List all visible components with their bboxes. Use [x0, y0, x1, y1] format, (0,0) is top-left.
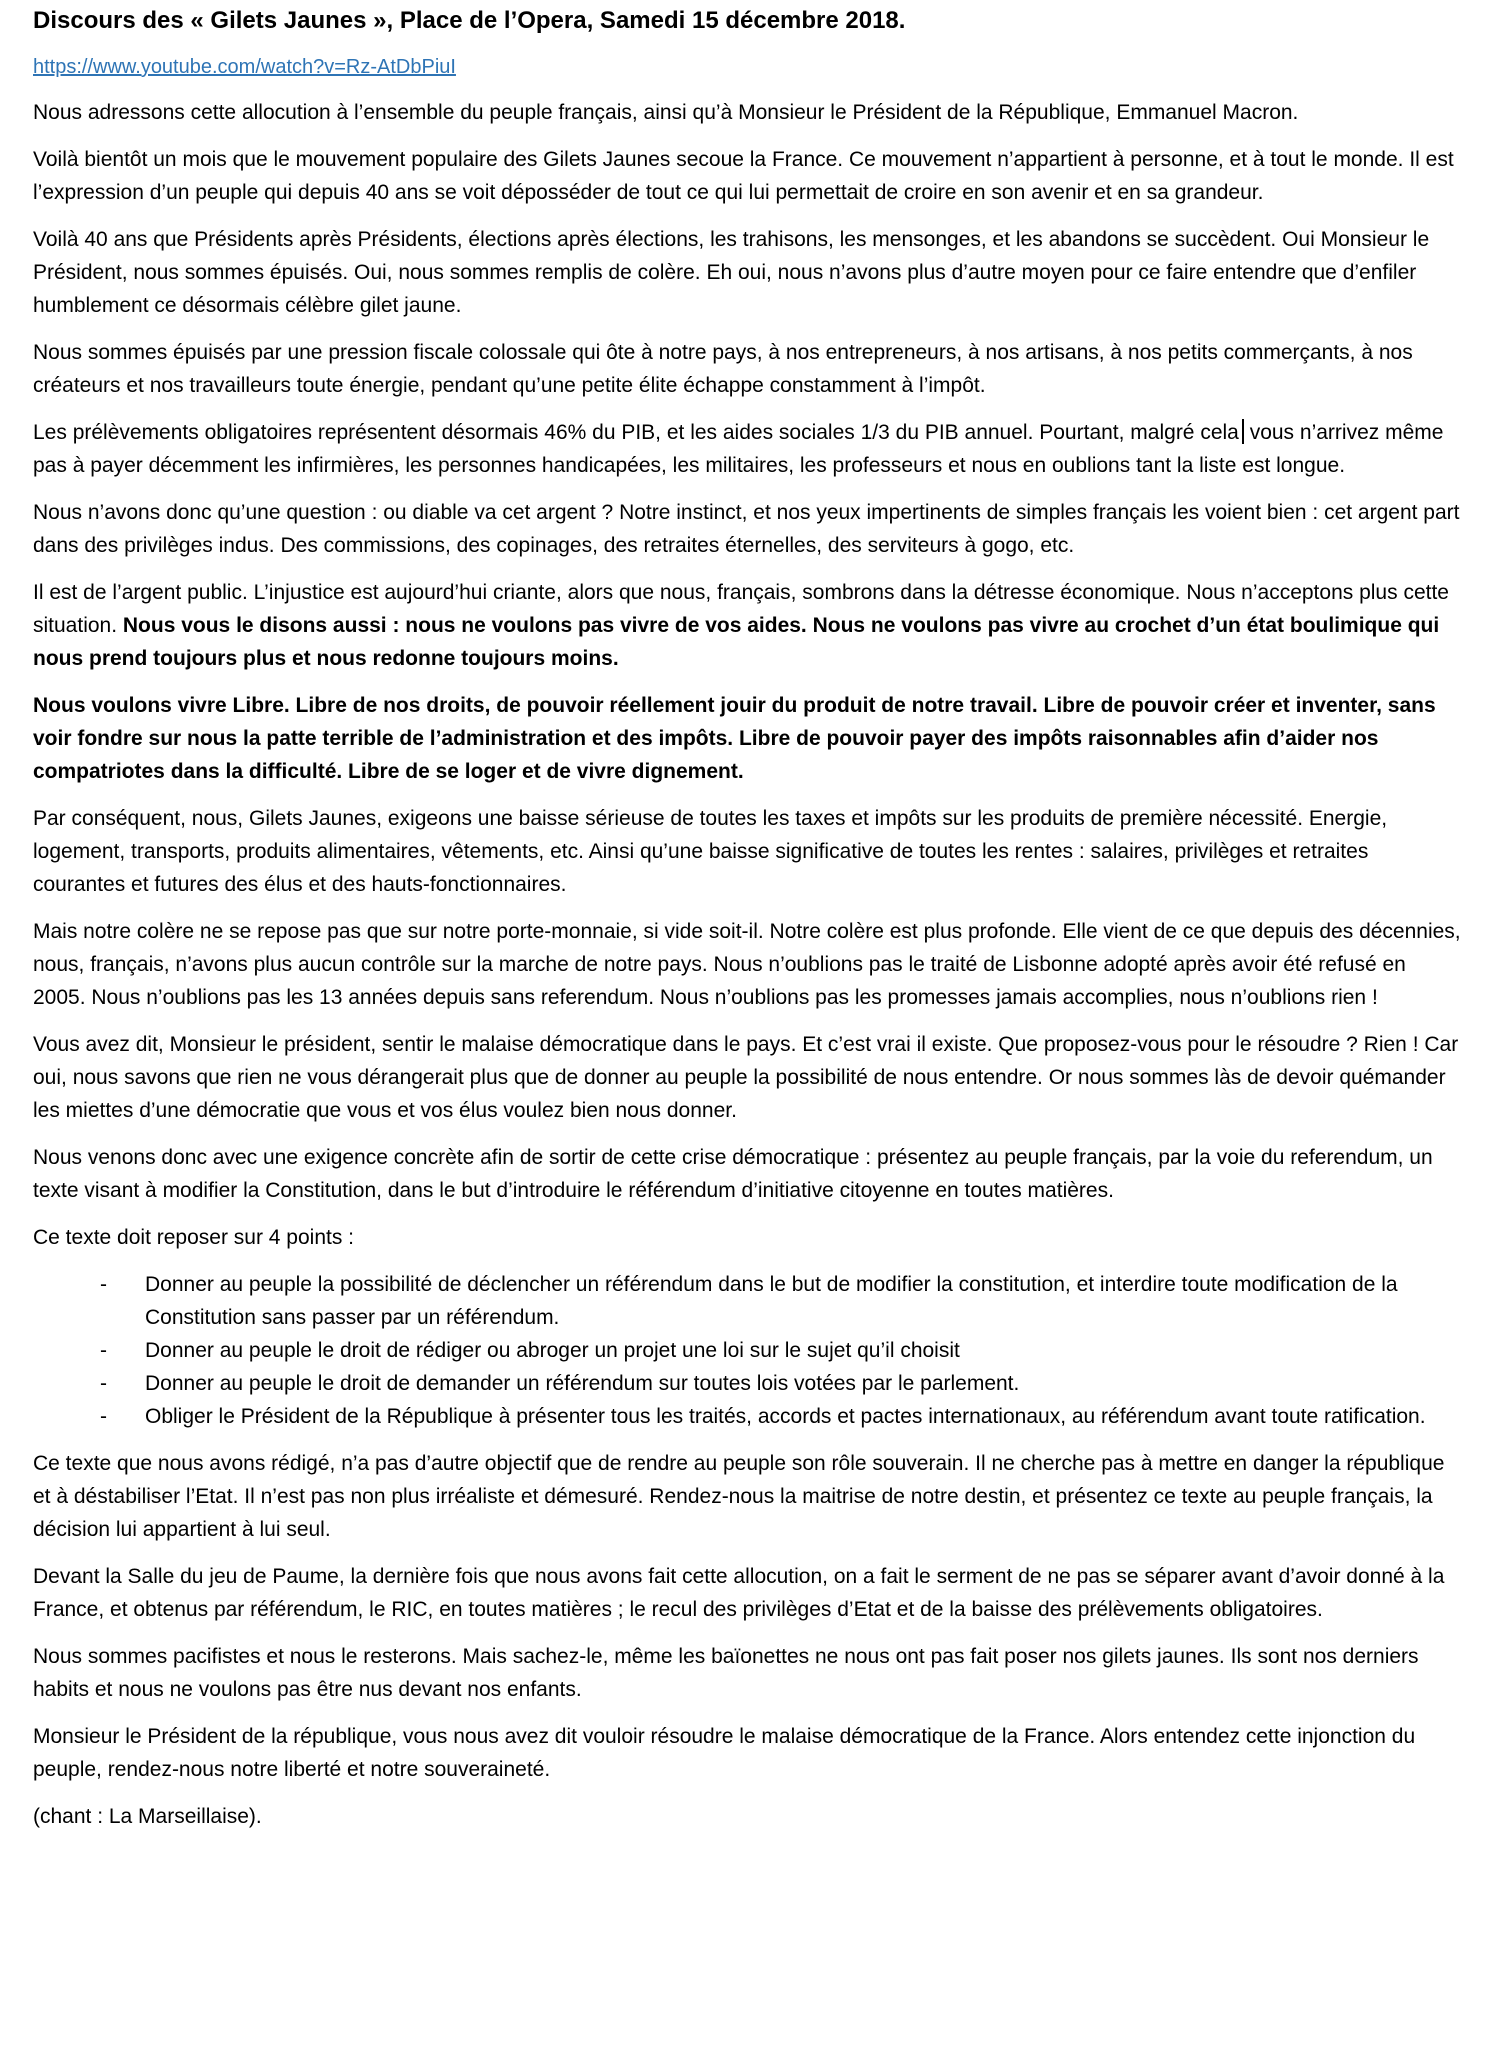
paragraph [33, 1720, 1461, 1786]
dash-marker: - [100, 1405, 107, 1428]
list-item [33, 1367, 1461, 1400]
text-run: vous n’arrivez même pas à payer décemment les infirmières, les personnes handicapées, les militaires, les professeurs et nous en oublions tant la liste est longue. [33, 421, 1444, 477]
bold-text-run: Nous vous le disons aussi : nous ne voulons pas vivre de vos aides. Nous ne voulons pas vivre au crochet d’un état boulimique qui nous prend toujours plus et nous redonne toujours moins. [33, 614, 1440, 670]
paragraph [33, 1141, 1461, 1207]
document-body [33, 96, 1461, 1833]
dash-marker: - [100, 1273, 107, 1296]
paragraph [33, 96, 1461, 129]
text-run: Nous sommes épuisés par une pression fiscale colossale qui ôte à notre pays, à nos entrepreneurs, à nos artisans, à nos petits commerçants, à nos créateurs et nos travailleurs toute énergie, pendant qu’une petite élite échappe constamment à l’impôt. [33, 341, 1413, 397]
list-item-text: Donner au peuple le droit de demander un référendum sur toutes lois votées par le parlement. [145, 1372, 1020, 1395]
paragraph [33, 223, 1461, 322]
link-row [33, 52, 1461, 84]
text-run: Nous adressons cette allocution à l’ensemble du peuple français, ainsi qu’à Monsieur le Président de la République, Emmanuel Macron. [33, 101, 1299, 124]
text-run: Monsieur le Président de la république, vous nous avez dit vouloir résoudre le malaise démocratique de la France. Alors entendez cette injonction du peuple, rendez-nous notre liberté et notre souveraineté. [33, 1725, 1416, 1781]
list-item [33, 1334, 1461, 1367]
paragraph [33, 416, 1461, 482]
paragraph [33, 336, 1461, 402]
paragraph [33, 496, 1461, 562]
text-run: Les prélèvements obligatoires représentent désormais 46% du PIB, et les aides sociales 1/3 du PIB annuel. Pourtant, malgré cela [33, 421, 1239, 444]
text-run: Ce texte que nous avons rédigé, n’a pas d’autre objectif que de rendre au peuple son rôle souverain. Il ne cherche pas à mettre en danger la république et à déstabiliser l’Etat. Il n’est pas non plus irréaliste et démesuré. Rendez-nous la maitrise de notre destin, et présentez ce texte au peuple français, la décision lui appartient à lui seul. [33, 1452, 1445, 1541]
text-run: Devant la Salle du jeu de Paume, la dernière fois que nous avons fait cette allocution, on a fait le serment de ne pas se séparer avant d’avoir donné à la France, et obtenus par référendum, le RIC, en toutes matières ; le recul des privilèges d’Etat et de la baisse des prélèvements obligatoires. [33, 1565, 1445, 1621]
bold-text-run: Nous voulons vivre Libre. Libre de nos droits, de pouvoir réellement jouir du produit de notre travail. Libre de pouvoir créer et inventer, sans voir fondre sur nous la patte terrible de l’administration et des impôts. Libre de pouvoir payer des impôts raisonnables afin d’aider nos compatriotes dans la difficulté. Libre de se loger et de vivre dignement. [33, 694, 1436, 783]
list-item-text: Donner au peuple le droit de rédiger ou abroger un projet une loi sur le sujet qu’il choisit [145, 1339, 960, 1362]
text-run: Nous sommes pacifistes et nous le resterons. Mais sachez-le, même les baïonettes ne nous ont pas fait poser nos gilets jaunes. Ils sont nos derniers habits et nous ne voulons pas être nus devant nos enfants. [33, 1645, 1419, 1701]
paragraph [33, 915, 1461, 1014]
paragraph [33, 576, 1461, 675]
paragraph [33, 1800, 1461, 1833]
document-title: Discours des « Gilets Jaunes », Place de l’Opera, Samedi 15 décembre 2018. [33, 7, 906, 34]
text-run: (chant : La Marseillaise). [33, 1805, 262, 1828]
list-item-text: Donner au peuple la possibilité de déclencher un référendum dans le but de modifier la constitution, et interdire toute modification de la Constitution sans passer par un référendum. [145, 1273, 1398, 1329]
paragraph [33, 802, 1461, 901]
paragraph [33, 1028, 1461, 1127]
paragraph [33, 689, 1461, 788]
text-run: Vous avez dit, Monsieur le président, sentir le malaise démocratique dans le pays. Et c’est vrai il existe. Que proposez-vous pour le résoudre ? Rien ! Car oui, nous savons que rien ne vous dérangerait plus que de donner au peuple la possibilité de nous entendre. Or nous sommes làs de devoir quémander les miettes d’une démocratie que vous et vos élus voulez bien nous donner. [33, 1033, 1459, 1122]
list-item-text: Obliger le Président de la République à présenter tous les traités, accords et pactes internationaux, au référendum avant toute ratification. [145, 1405, 1426, 1428]
paragraph [33, 1221, 1461, 1254]
youtube-link[interactable]: https://www.youtube.com/watch?v=Rz-AtDbPiuI [33, 56, 456, 78]
text-run: Il est de l’argent public. L’injustice est aujourd’hui criante, alors que nous, français, sombrons dans la détresse économique. Nous n’acceptons plus cette situation. [33, 581, 1449, 637]
text-run: Nous venons donc avec une exigence concrète afin de sortir de cette crise démocratique : présentez au peuple français, par la voie du referendum, un texte visant à modifier la Constitution, dans le but d’introduire le référendum d’initiative citoyenne en toutes matières. [33, 1146, 1433, 1202]
text-run: Voilà 40 ans que Présidents après Présidents, élections après élections, les trahisons, les mensonges, et les abandons se succèdent. Oui Monsieur le Président, nous sommes épuisés. Oui, nous sommes remplis de colère. Eh oui, nous n’avons plus d’autre moyen pour ce faire entendre que d’enfiler humblement ce désormais célèbre gilet jaune. [33, 228, 1430, 317]
text-run: Par conséquent, nous, Gilets Jaunes, exigeons une baisse sérieuse de toutes les taxes et impôts sur les produits de première nécessité. Energie, logement, transports, produits alimentaires, vêtements, etc. Ainsi qu’une baisse significative de toutes les rentes : salaires, privilèges et retraites courantes et futures des élus et des hauts-fonctionnaires. [33, 807, 1388, 896]
text-run: Nous n’avons donc qu’une question : ou diable va cet argent ? Notre instinct, et nos yeux impertinents de simples français les voient bien : cet argent part dans des privilèges indus. Des commissions, des copinages, des retraites éternelles, des serviteurs à gogo, etc. [33, 501, 1460, 557]
paragraph [33, 1560, 1461, 1626]
paragraph [33, 143, 1461, 209]
text-run: Voilà bientôt un mois que le mouvement populaire des Gilets Jaunes secoue la France. Ce mouvement n’appartient à personne, et à tout le monde. Il est l’expression d’un peuple qui depuis 40 ans se voit déposséder de tout ce qui lui permettait de croire en son avenir et en sa grandeur. [33, 148, 1454, 204]
dash-marker: - [100, 1339, 107, 1362]
paragraph [33, 1447, 1461, 1546]
text-run: Mais notre colère ne se repose pas que sur notre porte-monnaie, si vide soit-il. Notre colère est plus profonde. Elle vient de ce que depuis des décennies, nous, français, n’avons plus aucun contrôle sur la marche de notre pays. Nous n’oublions pas le traité de Lisbonne adopté après avoir été refusé en 2005. Nous n’oublions pas les 13 années depuis sans referendum. Nous n’oublions pas les promesses jamais accomplies, nous n’oublions rien ! [33, 920, 1461, 1009]
bullet-list [33, 1268, 1461, 1433]
list-item [33, 1400, 1461, 1433]
list-item [33, 1268, 1461, 1334]
paragraph [33, 1640, 1461, 1706]
dash-marker: - [100, 1372, 107, 1395]
text-run: Ce texte doit reposer sur 4 points : [33, 1226, 354, 1249]
